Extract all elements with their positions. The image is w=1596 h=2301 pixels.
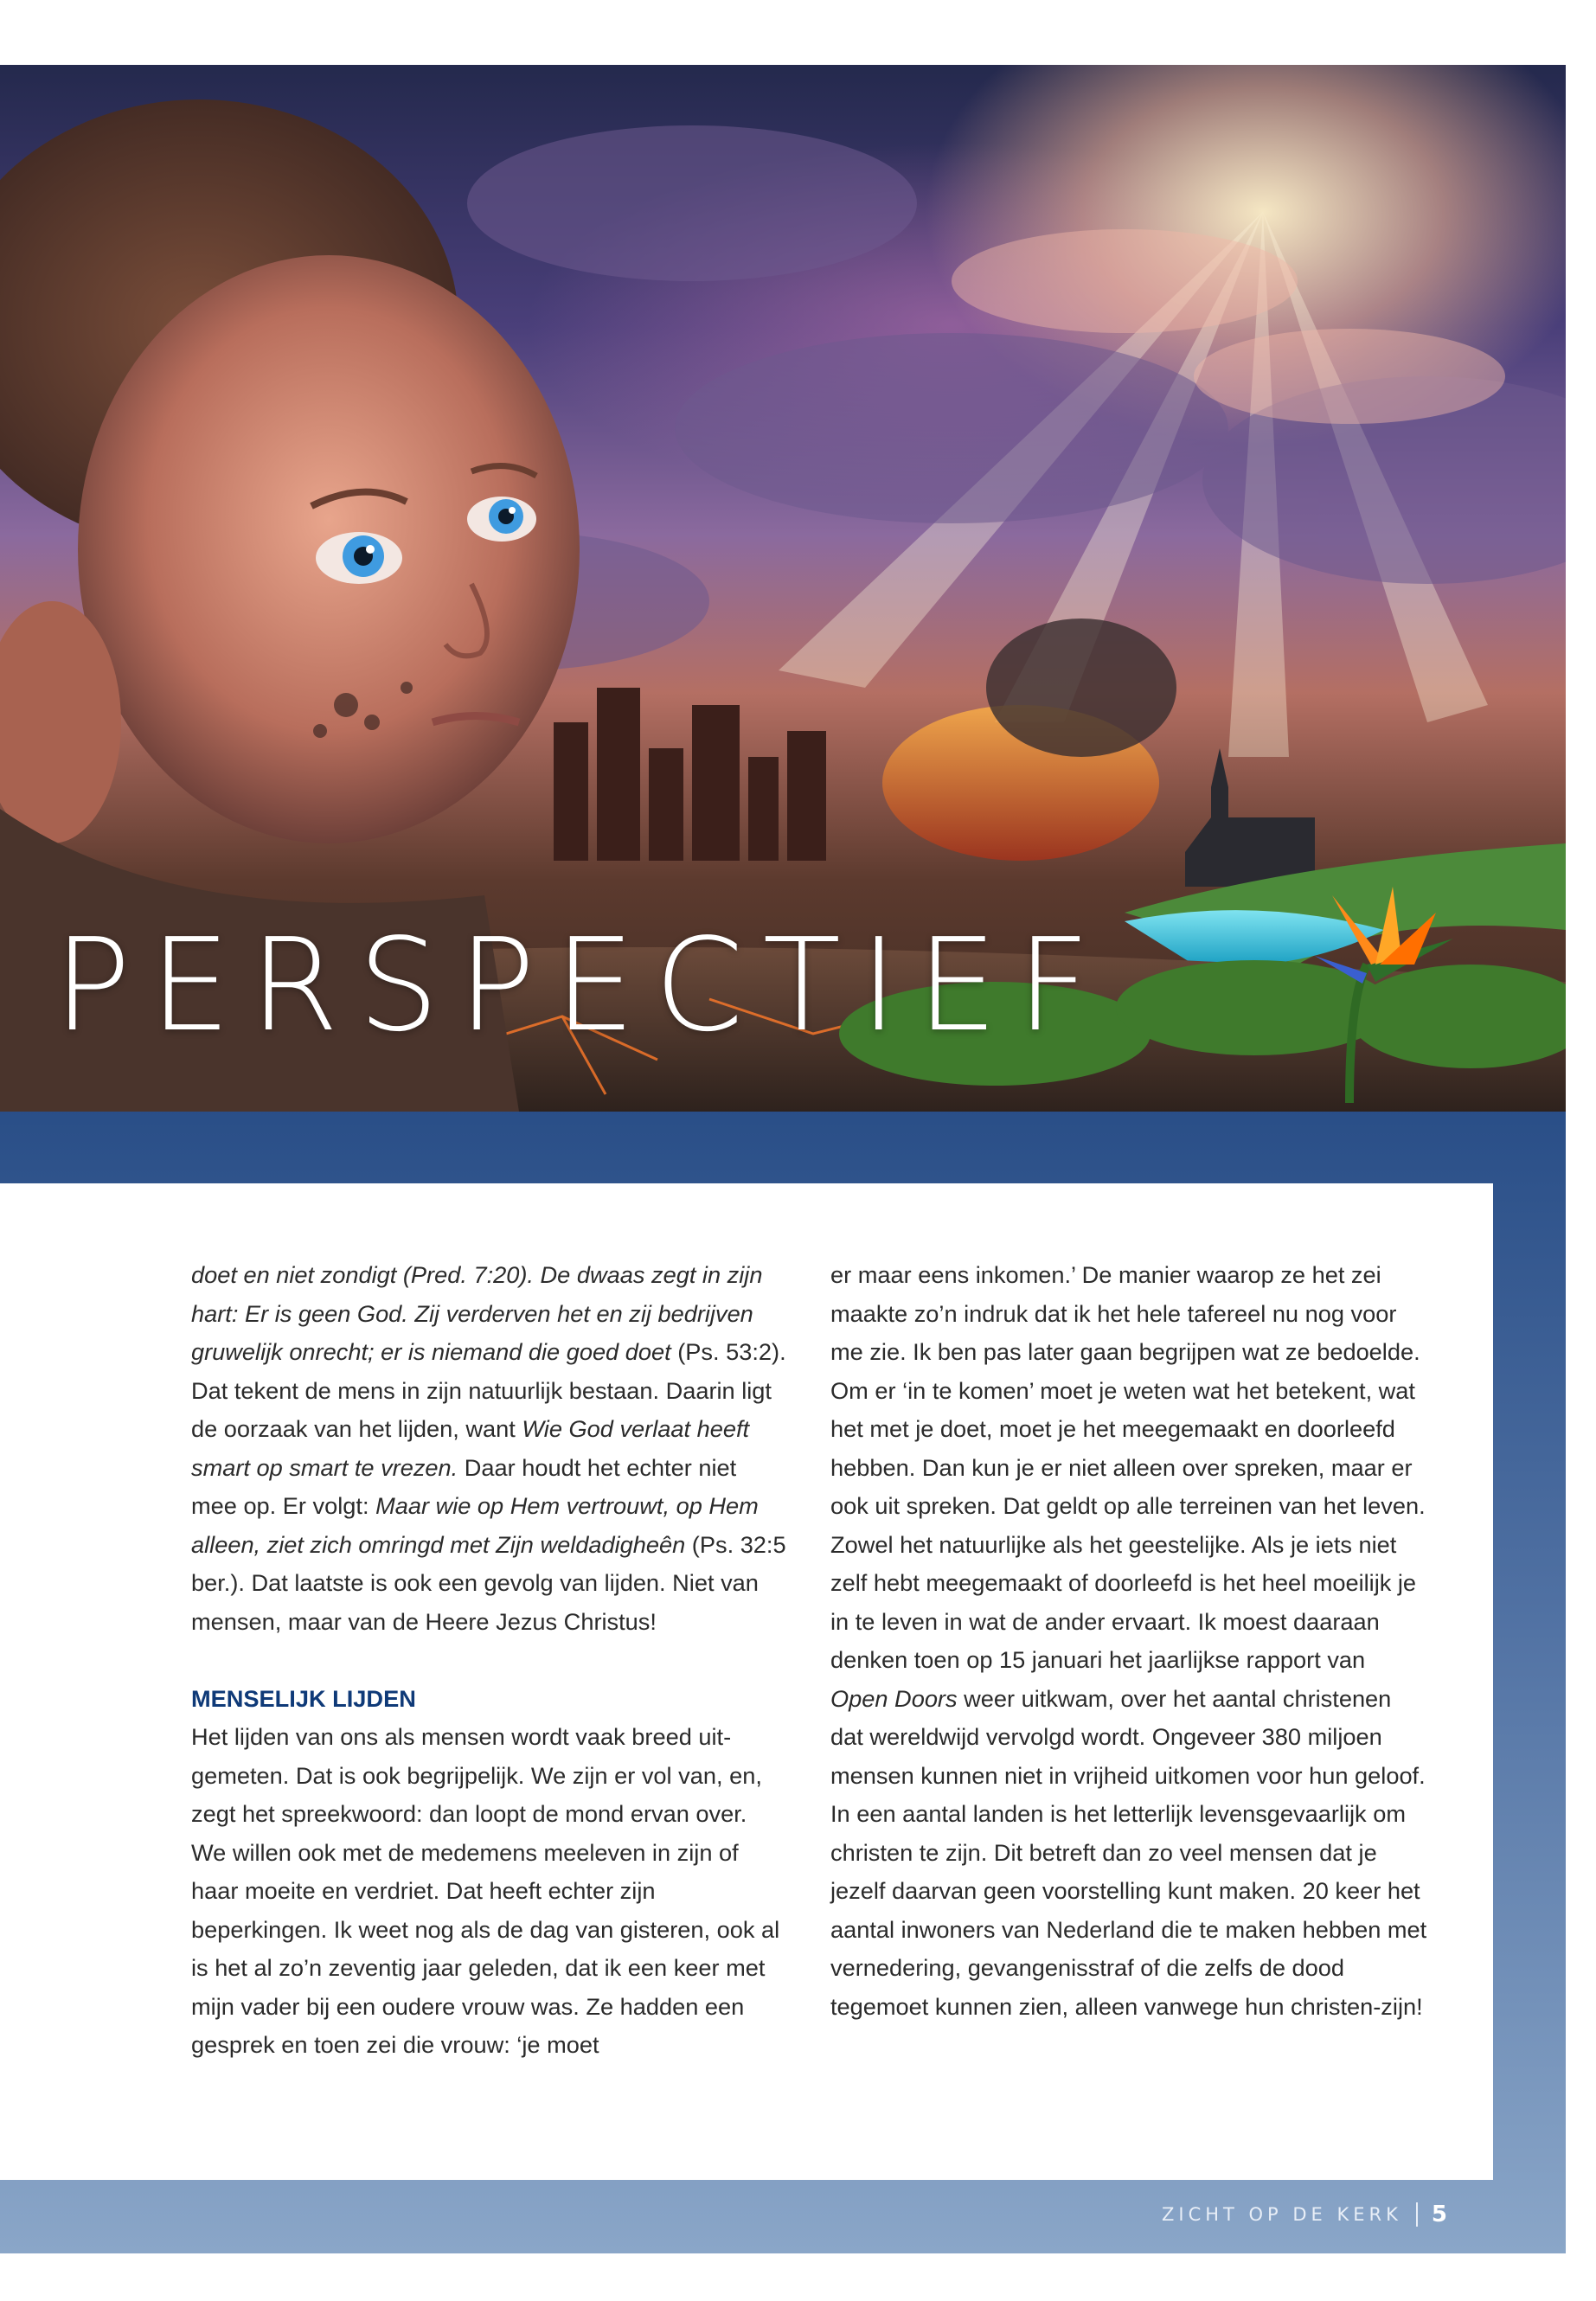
body-text: (Ps. 32:5 ber.). Dat laatste is ook een gevolg van lijden. Niet van mensen, maar van de Heere Jezus Christus! bbox=[191, 1530, 786, 1635]
quote-italic: doet en niet zondigt (Pred. 7:20). De dwaas zegt in zijn hart: Er is geen God. Zij verderven het en zij bedrijven gruwelijk onrecht; er is niemand die goed doet bbox=[191, 1261, 763, 1365]
body-text: weer uitkwam, over het aantal christenen dat wereldwijd vervolgd wordt. Ongeveer 380 miljoen mensen kunnen niet in vrijheid uitkomen voor hun geloof. In een aantal landen is het letterlijk levensgevaarlijk om christen te zijn. Dit betreft dan zo veel mensen dat je jezelf daarvan geen voorstelling kunt maken. 20 keer het aantal inwoners van Nederland die te maken hebben met vernedering, gevangenisstraf of die zelfs de dood tegemoet kunnen zien, alleen vanwege hun christen-zijn! bbox=[830, 1684, 1427, 2020]
body-text: Daar houdt het echter niet mee op. Er volgt: bbox=[191, 1453, 737, 1519]
page-footer bbox=[1162, 2202, 1447, 2227]
hero-image bbox=[0, 65, 1566, 1112]
paragraph: Het lijden van ons als mensen wordt vaak breed uitgemeten. Dat is ook begrijpelijk. We zijn er vol van, en, zegt het spreekwoord: dan loopt de mond ervan over. We willen ook met de medemens meeleven in zijn of haar moeite en verdriet. Dat heeft echter zijn beperkingen. Ik weet nog als de dag van gisteren, ook al is het al zo’n zeventig jaar geleden, dat ik een keer met mijn vader bij een oudere vrouw was. Ze hadden een gesprek en toen zei die vrouw: ‘je moet bbox=[191, 1723, 780, 2058]
page-number: 5 bbox=[1431, 2202, 1447, 2227]
quote-italic: Wie God verlaat heeft smart op smart te vrezen. bbox=[191, 1415, 750, 1481]
magazine-name: ZICHT OP DE KERK bbox=[1161, 2204, 1402, 2225]
paragraph bbox=[191, 1256, 788, 1641]
footer-divider bbox=[1416, 2202, 1418, 2227]
section-heading: MENSELIJK LIJDEN bbox=[191, 1684, 416, 1712]
body-text: er maar eens inkomen.’ De manier waarop ze het zei maakte zo’n indruk dat ik het hele tafereel nu nog voor me zie. Ik ben pas later gaan begrijpen wat ze bedoelde. Om er ‘in te komen’ moet je weten wat het betekent, wat het met je doet, moet je het meegemaakt en doorleefd hebben. Dan kun je er niet alleen over spreken, maar er ook uit spreken. Dat geldt op alle terreinen van het leven. Zowel het natuurlijke als het geestelijke. Als je iets niet zelf hebt meegemaakt of doorleefd is het heel moeilijk je in te leven in wat de ander ervaart. Ik moest daaraan denken toen op 15 januari het jaarlijkse rapport van bbox=[830, 1261, 1426, 1673]
article-title: PERSPECTIEF bbox=[54, 911, 1110, 1060]
paragraph bbox=[830, 1256, 1427, 2026]
organization-name: Open Doors bbox=[830, 1684, 958, 1712]
text-column-left bbox=[191, 1256, 788, 2065]
body-text: (Ps. 53:2). Dat tekent de mens in zijn natuurlijk bestaan. Daarin ligt de oorzaak van het lijden, want bbox=[191, 1338, 786, 1442]
quote-italic: Maar wie op Hem vertrouwt, op Hem alleen, ziet zich omringd met Zijn weldadigheên bbox=[191, 1492, 759, 1558]
text-column-right bbox=[830, 1256, 1427, 2026]
